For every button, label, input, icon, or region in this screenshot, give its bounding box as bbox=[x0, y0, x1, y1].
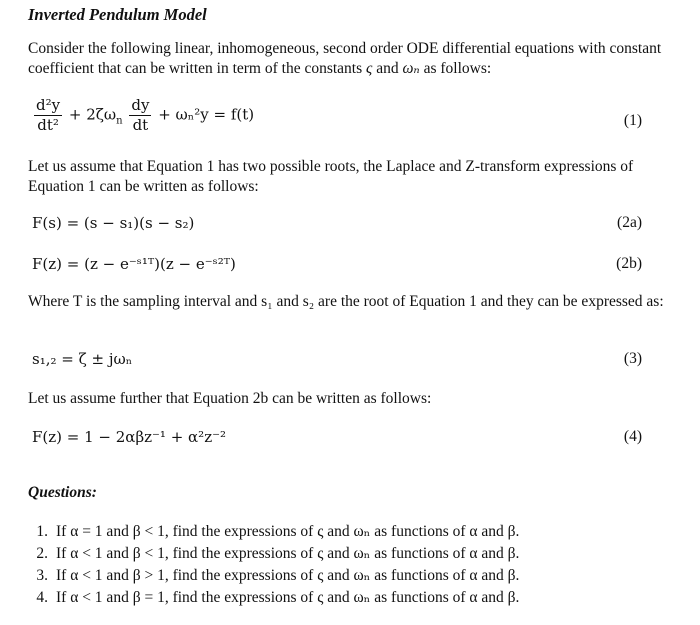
question-text: If α < 1 and β > 1, find the expressions of ς and ωₙ as functions of α and β. bbox=[56, 567, 520, 584]
question-text: If α < 1 and β < 1, find the expressions of ς and ωₙ as functions of α and β. bbox=[56, 545, 520, 562]
equation-number-4: (4) bbox=[623, 428, 642, 445]
equation-number-2b: (2b) bbox=[616, 255, 642, 272]
question-number: 1. bbox=[36, 523, 48, 540]
question-number: 2. bbox=[36, 545, 48, 562]
first-derivative-fraction bbox=[129, 97, 151, 134]
document-title: Inverted Pendulum Model bbox=[28, 5, 207, 24]
intro-tail: as follows: bbox=[423, 60, 492, 77]
damping-term: + 2ζω bbox=[68, 105, 117, 124]
equation-number-3: (3) bbox=[623, 350, 642, 367]
equation-number-2a: (2a) bbox=[617, 214, 642, 231]
fraction-denominator: dt² bbox=[37, 116, 59, 134]
question-item bbox=[31, 521, 519, 543]
question-item bbox=[31, 565, 519, 587]
omega-n-symbol: ωₙ bbox=[402, 60, 420, 77]
question-number: 3. bbox=[36, 567, 48, 584]
intro-paragraph bbox=[28, 39, 676, 79]
fraction-denominator: dt bbox=[132, 116, 149, 134]
question-item bbox=[31, 587, 519, 609]
equation-2a: F(s) = (s − s₁)(s − s₂) bbox=[32, 214, 195, 232]
question-text: If α = 1 and β < 1, find the expressions of ς and ωₙ as functions of α and β. bbox=[56, 523, 520, 540]
equation-remainder: + ωₙ²y = f(t) bbox=[158, 105, 255, 124]
equation-3: s₁,₂ = ζ ± jωₙ bbox=[32, 350, 133, 368]
zeta-symbol: ς bbox=[366, 60, 373, 77]
equation-4: F(z) = 1 − 2αβz⁻¹ + α²z⁻² bbox=[32, 428, 227, 446]
roots-paragraph: Let us assume that Equation 1 has two possible roots, the Laplace and Z-transform expressions of Equation 1 can be written as follows: bbox=[28, 158, 634, 195]
questions-heading: Questions: bbox=[28, 484, 97, 501]
fraction-numerator: d²y bbox=[36, 96, 61, 114]
subscript-n: n bbox=[116, 115, 123, 127]
equation-number-1: (1) bbox=[623, 112, 642, 129]
intro-and: and bbox=[376, 60, 399, 77]
fraction-numerator: dy bbox=[131, 96, 150, 114]
question-text: If α < 1 and β = 1, find the expressions of ς and ωₙ as functions of α and β. bbox=[56, 589, 520, 606]
intro-text: Consider the following linear, inhomogeneous, second order ODE differential equations with constant coefficient that can be written in term of the constants bbox=[28, 40, 662, 77]
sampling-paragraph: Where T is the sampling interval and s₁ and s₂ are the root of Equation 1 and they can be expressed as: bbox=[28, 293, 664, 310]
equation-2b: F(z) = (z − e⁻ˢ¹ᵀ)(z − e⁻ˢ²ᵀ) bbox=[32, 255, 236, 273]
questions-list bbox=[31, 521, 519, 609]
question-number: 4. bbox=[36, 589, 48, 606]
question-item bbox=[31, 543, 519, 565]
assumption-paragraph: Let us assume further that Equation 2b can be written as follows: bbox=[28, 390, 432, 407]
second-derivative-fraction bbox=[34, 97, 62, 134]
equation-1 bbox=[32, 97, 254, 134]
